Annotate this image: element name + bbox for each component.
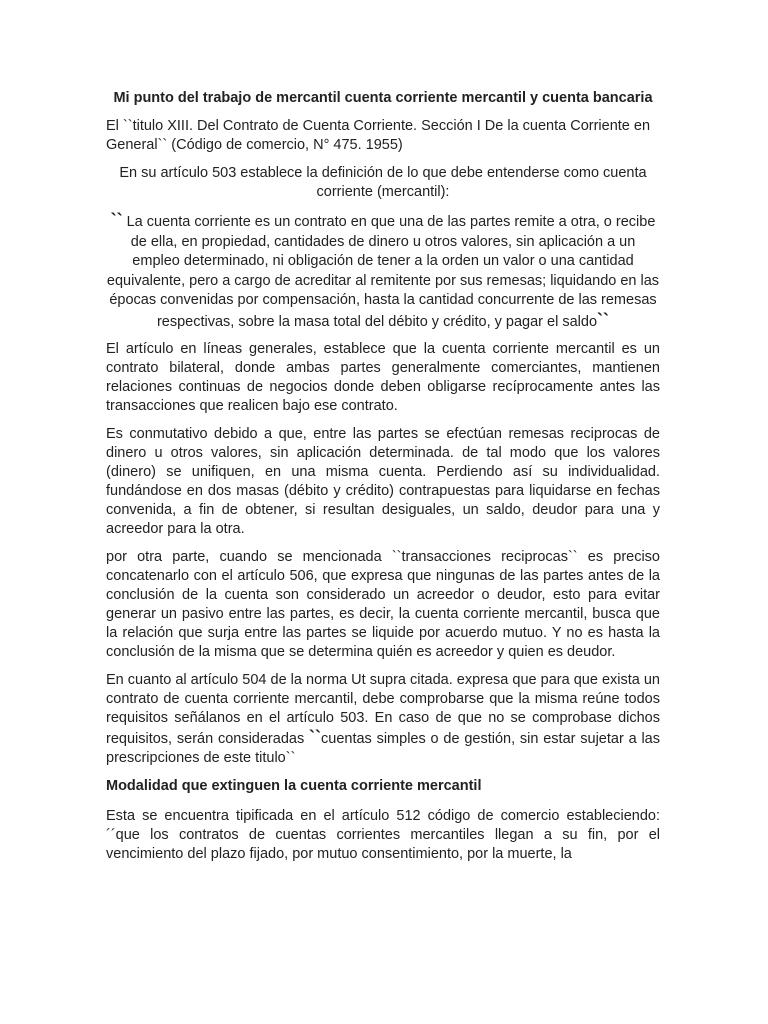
- article-503-quote: [106, 211, 660, 332]
- heading-modalidad: Modalidad que extinguen la cuenta corriente mercantil: [106, 778, 482, 794]
- quote-close-mark: ``: [597, 309, 610, 330]
- paragraph-504-text-end: cuentas simples o de gestión, sin estar sujetar a las prescripciones de este titulo``: [106, 731, 660, 766]
- paragraph-conmutativo: Es conmutativo debido a que, entre las partes se efectúan remesas reciprocas de dinero u otros valores, sin aplicación determinada. de tal modo que los valores (dinero) se unifiquen, en una misma cuenta. Perdiendo así su individualidad. fundándose en dos masas (débito y crédito) contrapuestas para liquidarse en fechas convenida, a fin de obtener, si resultan desiguales, un saldo, deudor para una y acreedor para la otra.: [106, 426, 660, 537]
- document-page: [106, 88, 660, 873]
- article-503-intro: En su artículo 503 establece la definición de lo que debe entenderse como cuenta corriente (mercantil):: [119, 165, 647, 200]
- paragraph-transacciones: por otra parte, cuando se mencionada ``transacciones reciprocas`` es preciso concatenarlo con el artículo 506, que expresa que ningunas de las partes antes de la conclusión de la cuenta son considerado un acreedor o deudor, esto para evitar generar un pasivo entre las partes, es decir, la cuenta corriente mercantil, busca que la relación que surja entre las partes se liquide por acuerdo mutuo. Y no es hasta la conclusión de la misma que se determina quién es acreedor y quien es deudor.: [106, 549, 660, 660]
- paragraph-bilateral: El artículo en líneas generales, establece que la cuenta corriente mercantil es un contrato bilateral, donde ambas partes generalmente comerciantes, mantienen relaciones continuas de negocios donde deben obligarse recíprocamente antes las transacciones que realicen bajo ese contrato.: [106, 341, 660, 414]
- document-title: Mi punto del trabajo de mercantil cuenta corriente mercantil y cuenta bancaria: [113, 90, 653, 106]
- quote-open-mark: ``: [110, 210, 123, 230]
- paragraph-articulo-512: Esta se encuentra tipificada en el artículo 512 código de comercio estableciendo: ´´que los contratos de cuentas corrientes mercantiles llegan a su fin, por el vencimiento del plazo fijado, por mutuo consentimiento, por la muerte, la: [106, 808, 660, 862]
- paragraph-articulo-504: [106, 671, 660, 768]
- paragraph-504-text-start: En cuanto al artículo 504 de la norma Ut supra citada. expresa que para que exista un contrato de cuenta corriente mercantil, debe comprobarse que la misma reúne todos requisitos señálanos en el artículo 503. En caso de que no se comprobase dichos requisitos, serán consideradas: [106, 672, 660, 747]
- quote-text: La cuenta corriente es un contrato en que una de las partes remite a otra, o recibe de ella, en propiedad, cantidades de dinero u otros valores, sin aplicación a un empleo determinado, ni obligación de tener a la orden un valor o una cantidad equivalente, pero a cargo de acreditar al remitente por sus remesas; liquidando en las épocas convenidas por compensación, hasta la cantidad concurrente de las remesas respectivas, sobre la masa total del débito y crédito, y pagar el saldo: [106, 214, 660, 330]
- paragraph-504-quote-mark: ``: [309, 727, 321, 747]
- intro-paragraph: El ``titulo XIII. Del Contrato de Cuenta Corriente. Sección I De la cuenta Corriente en General`` (Código de comercio, N° 475. 1955): [106, 118, 651, 153]
